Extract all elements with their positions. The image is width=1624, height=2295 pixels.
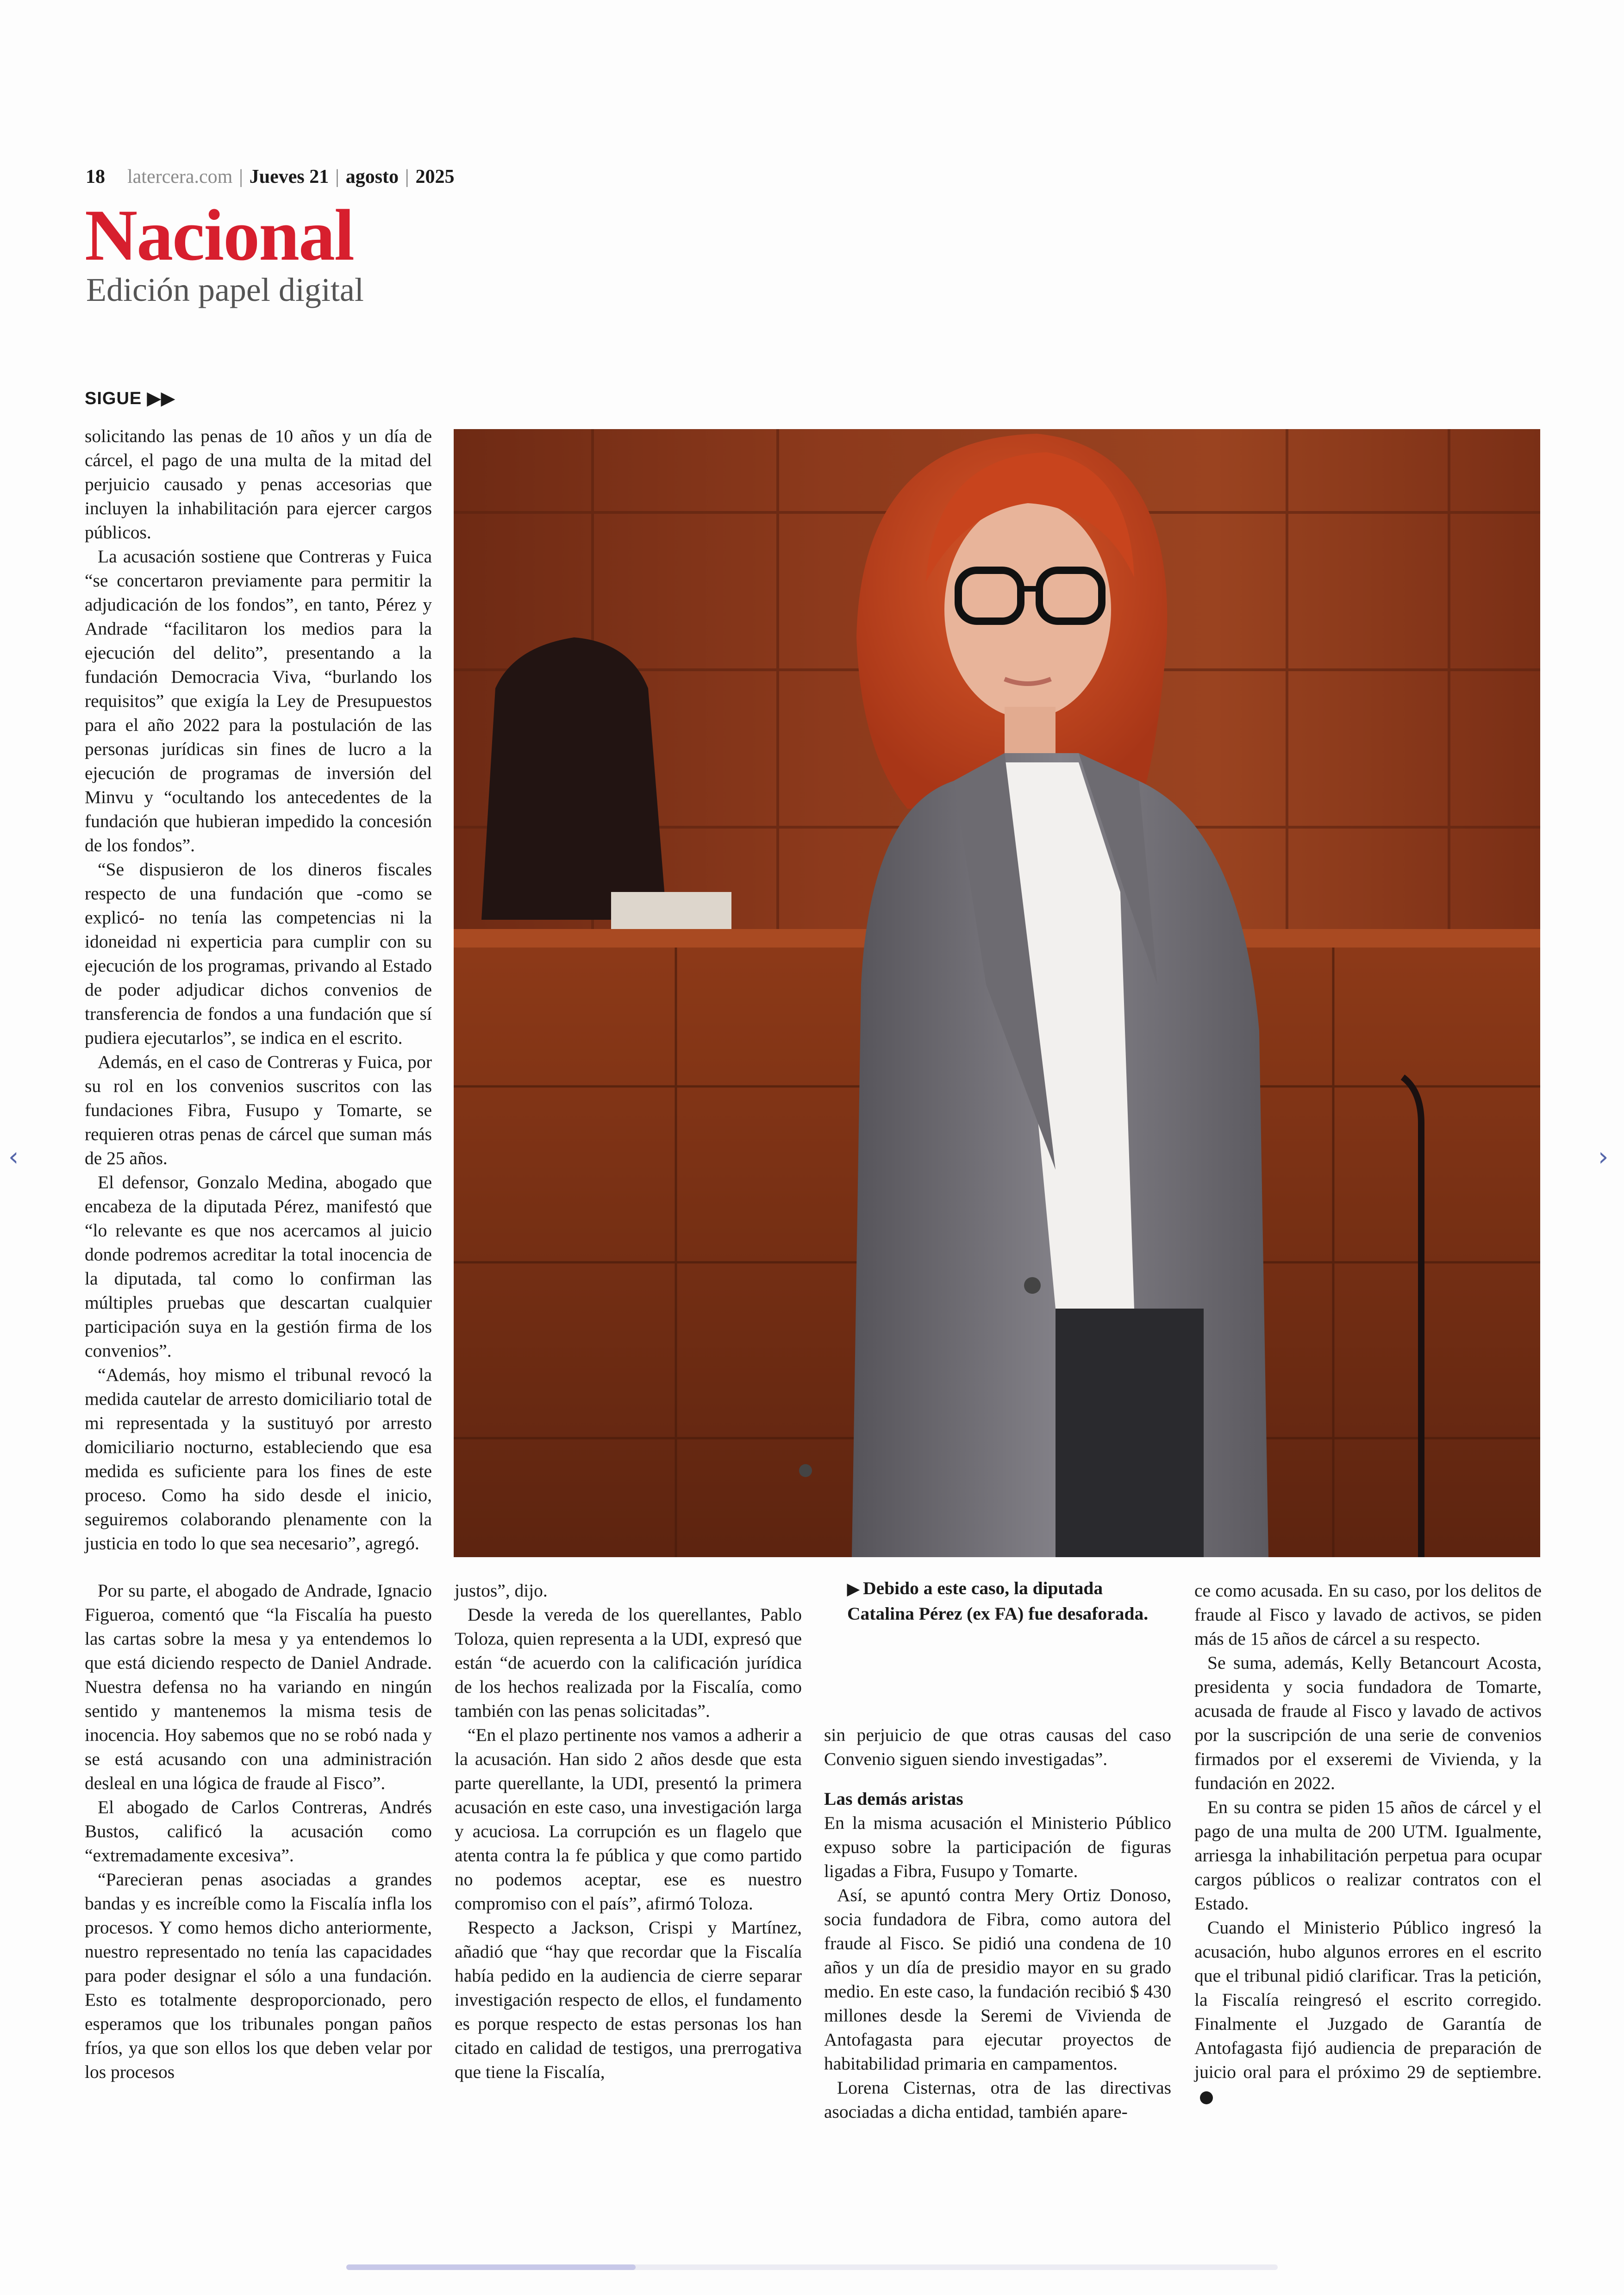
article-paragraph: Además, en el caso de Contreras y Fuica, por su rol en los convenios suscritos con las fundaciones Fibra, Fusupo y Tomarte, se requieren otras penas de cárcel que suman más de 25 años. [85, 1052, 432, 1168]
article-paragraph: “Además, hoy mismo el tribunal revocó la medida cautelar de arresto domiciliario total de mi representada y la sustituyó por arresto domiciliario nocturno, estableciendo que esa medida es suficiente para los fines de este proceso. Como ha sido desde el inicio, seguiremos colaborando plenamente con la justicia en todo lo que sea necesario”, agregó. [85, 1365, 432, 1553]
subheading-las-demas-aristas: Las demás aristas [824, 1789, 963, 1809]
header-weekday: Jueves 21 [249, 166, 329, 187]
article-paragraph: Así, se apuntó contra Mery Ortiz Donoso, socia fundadora de Fibra, como autora del fraude al Fisco. Se pidió una condena de 10 años y un día de presidio mayor en su grado medio. En este caso, la fundación recibió $ 430 millones desde la Seremi de Vivienda de Antofagasta para ejecutar proyectos de habitabilidad primaria en campamentos. [824, 1885, 1171, 2074]
header-year: 2025 [415, 166, 455, 187]
header-month: agosto [345, 166, 399, 187]
article-paragraph: Cuando el Ministerio Público ingresó la acusación, hubo algunos errores en el escrito que el tribunal pidió clarificar. Tras la petición, la Fiscalía reingresó el escrito corregido. Finalmente el Juzgado de Garantía de Antofagasta fijó audiencia de preparación de juicio oral para el próximo 29 de septiembre. [1194, 1915, 1542, 2108]
article-paragraph: Se suma, además, Kelly Betancourt Acosta, presidenta y socia fundadora de Tomarte, acusada de fraude al Fisco y lavado de activos por la suscripción de una serie de convenios firmados por el exseremi de Vivienda, y la fundación en 2022. [1194, 1653, 1542, 1793]
caption-arrow-icon: ▶ [847, 1581, 860, 1598]
page-scrollbar-thumb[interactable] [346, 2264, 636, 2270]
article-paragraph: Respecto a Jackson, Crispi y Martínez, añadió que “hay que recordar que la Fiscalía había pedido en la audiencia de cierre separar investigación respecto de ellos, el fundamento es porque respecto de estas personas los han citado en calidad de testigos, una prerrogativa que tiene la Fiscalía, [455, 1917, 802, 2082]
article-column-3 [824, 1723, 1171, 2124]
article-paragraph: En su contra se piden 15 años de cárcel y el pago de una multa de 200 UTM. Igualmente, arriesga la inhabilitación perpetua para ocupar cargos públicos o realizar contratos con el Estado. [1194, 1797, 1542, 1914]
page-number: 18 [86, 166, 105, 187]
article-paragraph: ce como acusada. En su caso, por los delitos de fraude al Fisco y lavado de activos, se piden más de 15 años de cárcel a su respecto. [1194, 1580, 1542, 1649]
header-separator: | [405, 166, 409, 187]
column3-lead: sin perjuicio de que otras causas del caso Convenio siguen siendo investigadas”. [824, 1725, 1171, 1769]
article-paragraph: Por su parte, el abogado de Andrade, Ignacio Figueroa, comentó que “la Fiscalía ha puesto las cartas sobre la mesa y ya entendemos lo que está diciendo respecto de Daniel Andrade. Nuestra defensa no ha variando en ningún sentido y mantenemos la misma tesis de inocencia. Hoy sabemos que no se robó nada y se está acusando con una administración desleal en una lógica de fraude al Fisco”. [85, 1580, 432, 1793]
article-paragraph: En la misma acusación el Ministerio Público expuso sobre la participación de figuras ligadas a Fibra, Fusupo y Tomarte. [824, 1813, 1171, 1881]
section-title: Nacional [85, 195, 354, 276]
next-page-icon[interactable]: › [1598, 1142, 1609, 1172]
article-paragraph: El abogado de Carlos Contreras, Andrés Bustos, calificó la acusación como “extremadamente excesiva”. [85, 1797, 432, 1865]
end-of-article-mark [1200, 2091, 1213, 2104]
article-paragraph: La acusación sostiene que Contreras y Fuica “se concertaron previamente para permitir la adjudicación de los fondos”, en tanto, Pérez y Andrade “facilitaron los medios para la ejecución del delito”, presentando a la fundación Democracia Viva, “burlando los requisitos” que exigía la Ley de Presupuestos para el año 2022 para la postulación de las personas jurídicas sin fines de lucro a la ejecución de programas de inversión del Minvu y “ocultando los antecedentes de la fundación que hubieran impedido la concesión de los fondos”. [85, 546, 432, 855]
article-paragraph: “En el plazo pertinente nos vamos a adherir a la acusación. Han sido 2 años desde que esta parte querellante, la UDI, presentó la primera acusación en este caso, una investigación larga y acuciosa. La corrupción es un flagelo que atenta contra la fe pública y que como partido no podemos aceptar, ese es nuestro compromiso con el país”, afirmó Toloza. [455, 1725, 802, 1914]
article-paragraph: El defensor, Gonzalo Medina, abogado que encabeza de la diputada Pérez, manifestó que “lo relevante es que nos acercamos al juicio donde podremos acreditar la total inocencia de la diputada, tal como lo confirman las múltiples pruebas que descartan cualquier participación suya en la gestión firma de los convenios”. [85, 1172, 432, 1361]
caption-text: Debido a este caso, la diputada Catalina Pérez (ex FA) fue desaforada. [847, 1578, 1149, 1624]
sigue-label: SIGUE ▶▶ [85, 389, 175, 408]
column3-body [824, 1811, 1171, 2124]
photo-caption [847, 1576, 1171, 1626]
article-paragraph: justos”, dijo. [455, 1580, 548, 1601]
section-subtitle: Edición papel digital [86, 271, 364, 308]
article-column-1 [85, 424, 432, 1555]
page-header [86, 163, 454, 191]
header-separator: | [239, 166, 243, 187]
article-paragraph: “Parecieran penas asociadas a grandes bandas y es increíble como la Fiscalía infla los procesos. Y como hemos dicho anteriormente, nuestro representado no tenía las capacidades para poder designar el sólo a una fundación. Esto es totalmente desproporcionado, pero esperamos que los tribunales pongan paños fríos, ya que son ellos los que deben velar por los procesos [85, 1869, 432, 2082]
previous-page-icon[interactable]: ‹ [8, 1142, 19, 1172]
site-name: latercera.com [127, 166, 233, 187]
article-paragraph: Lorena Cisternas, otra de las directivas asociadas a dicha entidad, también apare- [824, 2077, 1171, 2122]
article-paragraph: “Se dispusieron de los dineros fiscales respecto de una fundación que -como se explicó- no tenía las competencias ni la idoneidad ni experticia para cumplir con su ejecución de los programas, privando al Estado de poder adjudicar dichos convenios de transferencia de fondos a una fundación que sí pudiera ejecutarlos”, se indica en el escrito. [85, 859, 432, 1048]
article-paragraph: Desde la vereda de los querellantes, Pablo Toloza, quien representa a la UDI, expresó que están “de acuerdo con la calificación jurídica de los hechos realizada por la Fiscalía, como también con las penas solicitadas”. [455, 1604, 802, 1721]
article-column-2 [455, 1578, 802, 2084]
article-photo [454, 429, 1540, 1557]
article-paragraph: solicitando las penas de 10 años y un día de cárcel, el pago de una multa de la mitad del perjuicio causado y penas accesorias que incluyen la inhabilitación para ejercer cargos públicos. [85, 426, 432, 543]
article-column-4 [1194, 1578, 1542, 2108]
courtroom-photo [454, 429, 1540, 1557]
header-separator: | [335, 166, 339, 187]
article-column-1-lower [85, 1578, 432, 2084]
